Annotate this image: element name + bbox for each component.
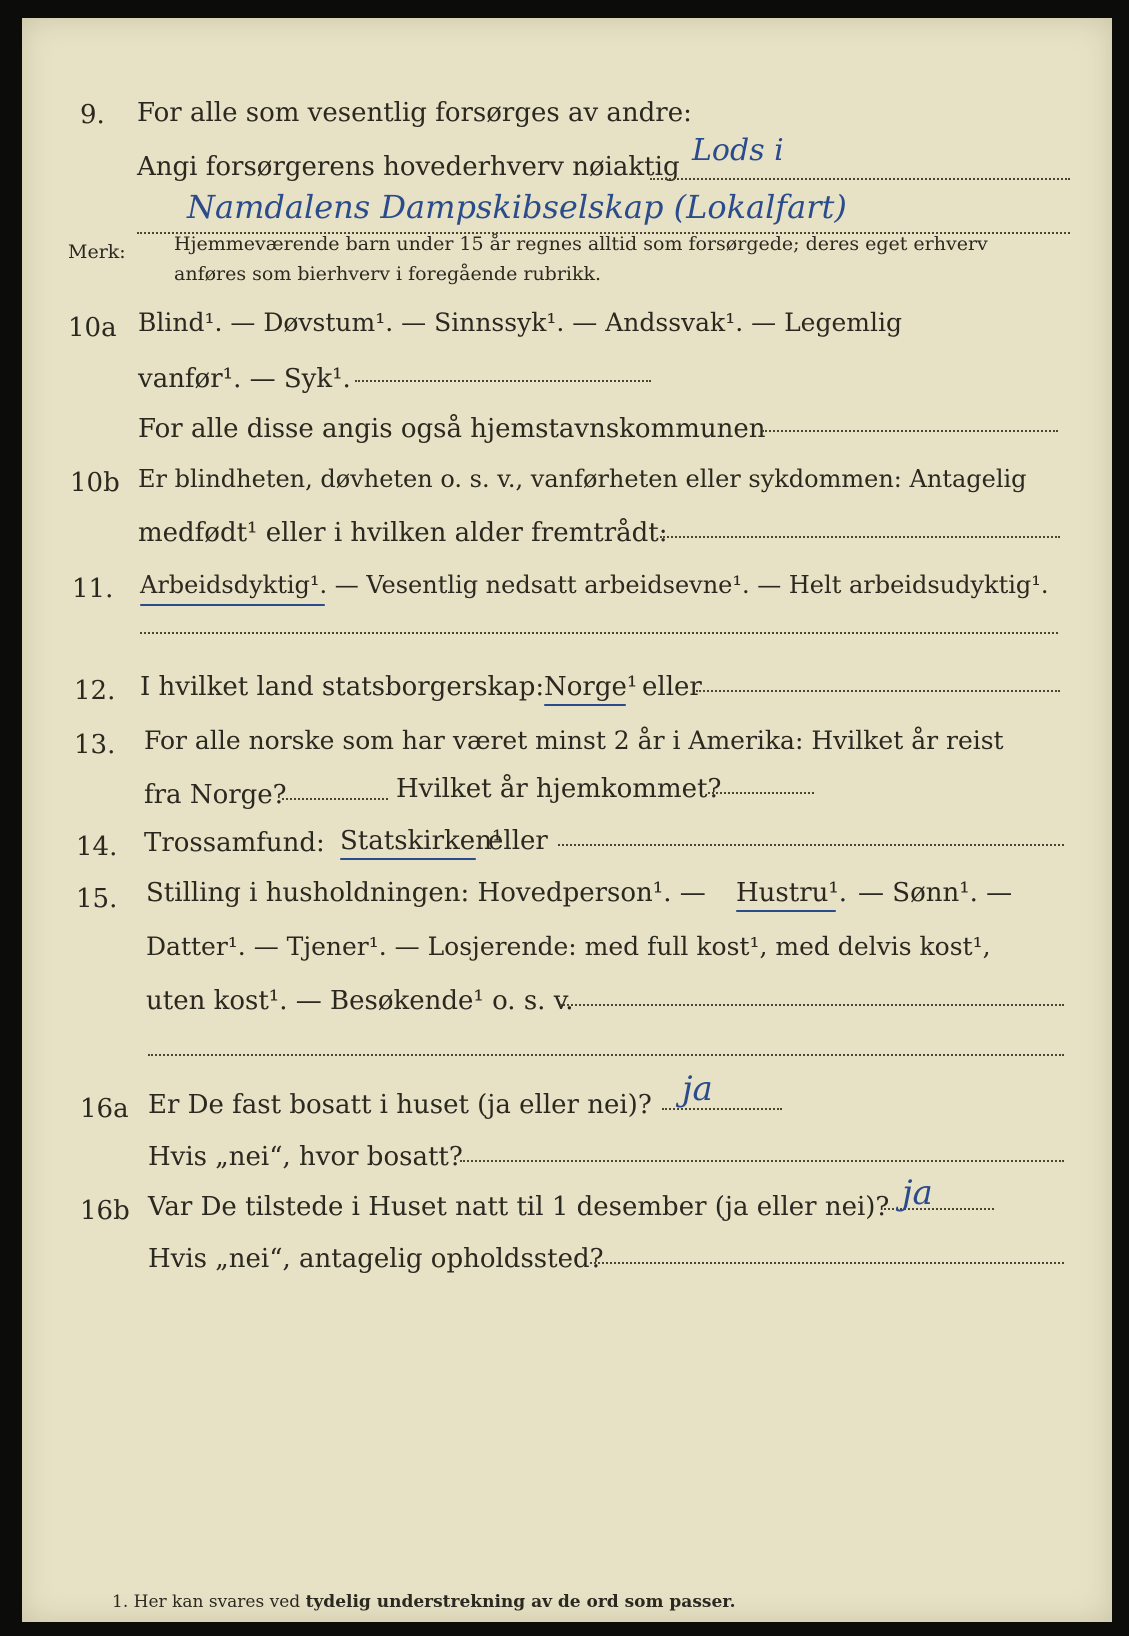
q9-line1: For alle som vesentlig forsørges av andre: [137, 98, 692, 128]
q16a-line2: Hvis „nei“, hvor bosatt? [148, 1142, 463, 1172]
q15-line3: uten kost¹. — Besøkende¹ o. s. v. [146, 986, 574, 1016]
q14-underline-mark [340, 858, 476, 860]
q15-line2: Datter¹. — Tjener¹. — Losjerende: med full kost¹, med delvis kost¹, [146, 932, 991, 961]
q9-answer-line-1 [650, 178, 1070, 180]
q14-choice: Statskirken¹ [340, 826, 503, 856]
footnote [112, 1592, 736, 1612]
q13-year-returned-line [708, 792, 814, 794]
q12-answer-line [696, 690, 1060, 692]
q15-answer-line-1 [560, 1004, 1064, 1006]
footnote-prefix: Her kan svares ved [133, 1592, 301, 1612]
merk-line2: anføres som bierhverv i foregående rubrikk. [174, 263, 602, 285]
q13-number: 13. [74, 730, 116, 760]
q10b-line1: Er blindheten, døvheten o. s. v., vanførheten eller sykdommen: Antagelig [138, 465, 1027, 493]
q10b-answer-line [660, 536, 1060, 538]
q15-underline-mark [736, 910, 836, 912]
q11-number: 11. [72, 574, 114, 604]
q16b-location-line [590, 1262, 1064, 1264]
q10a-answer-line-1 [355, 380, 651, 382]
q15-number: 15. [76, 884, 118, 914]
q10a-line1: Blind¹. — Døvstum¹. — Sinnssyk¹. — Andssvak¹. — Legemlig [138, 308, 902, 337]
q16b-handwritten-answer: ja [902, 1173, 933, 1213]
q16b-number: 16b [80, 1196, 130, 1226]
q9-line2: Angi forsørgerens hovederhverv nøiaktig [137, 152, 680, 182]
q11-underline-mark [140, 604, 325, 606]
footnote-mark: 1. [112, 1592, 129, 1612]
q10a-line3: For alle disse angis også hjemstavnskommunen [138, 414, 766, 444]
q13-year-left-line [282, 798, 388, 800]
q14-number: 14. [76, 832, 118, 862]
q14-prefix: Trossamfund: [144, 828, 325, 858]
q15-suffix: — Sønn¹. — [858, 878, 1013, 908]
q10a-number: 10a [68, 313, 117, 343]
q15-choice: Hustru¹. [736, 878, 848, 908]
q16a-handwritten-answer: ja [682, 1069, 713, 1109]
q12-suffix: eller [642, 672, 702, 702]
census-form-page [22, 18, 1112, 1622]
q16b-line1: Var De tilstede i Huset natt til 1 desember (ja eller nei)? [148, 1192, 890, 1222]
merk-line1: Hjemmeværende barn under 15 år regnes alltid som forsørgede; deres eget erhverv [174, 233, 988, 255]
q12-number: 12. [74, 676, 116, 706]
q13-line2a: fra Norge? [144, 780, 287, 810]
q14-suffix: eller [488, 826, 548, 856]
q12-choice: Norge¹ [544, 672, 638, 702]
q16a-line1: Er De fast bosatt i huset (ja eller nei)? [148, 1090, 652, 1120]
q14-answer-line [558, 844, 1064, 846]
q10a-answer-line-2 [762, 430, 1058, 432]
q9-handwritten-answer-2: Namdalens Dampskibselskap (Lokalfart) [187, 188, 847, 226]
q10a-line2: vanfør¹. — Syk¹. [138, 364, 351, 394]
q11-line1: Arbeidsdyktig¹. — Vesentlig nedsatt arbeidsevne¹. — Helt arbeidsudyktig¹. [140, 571, 1049, 599]
q16a-residence-line [460, 1160, 1064, 1162]
q16b-line2: Hvis „nei“, antagelig opholdssted? [148, 1244, 604, 1274]
q10b-number: 10b [70, 468, 120, 498]
q12-underline-mark [544, 704, 626, 706]
q16b-answer-line [884, 1208, 994, 1210]
footnote-emphasis: tydelig understrekning av de ord som passer. [305, 1592, 736, 1612]
q11-answer-line [140, 632, 1058, 634]
q13-line1: For alle norske som har været minst 2 år i Amerika: Hvilket år reist [144, 726, 1004, 755]
merk-label: Merk: [68, 241, 126, 263]
q15-prefix: Stilling i husholdningen: Hovedperson¹. — [146, 878, 706, 908]
q15-answer-line-2 [148, 1054, 1064, 1056]
q12-prefix: I hvilket land statsborgerskap: [140, 672, 545, 702]
q16a-number: 16a [80, 1094, 129, 1124]
q9-number: 9. [80, 100, 105, 130]
q13-line2b: Hvilket år hjemkommet? [396, 774, 722, 804]
q10b-line2: medfødt¹ eller i hvilken alder fremtrådt: [138, 518, 668, 548]
q16a-answer-line [662, 1108, 782, 1110]
q9-handwritten-answer-1: Lods i [692, 133, 784, 168]
